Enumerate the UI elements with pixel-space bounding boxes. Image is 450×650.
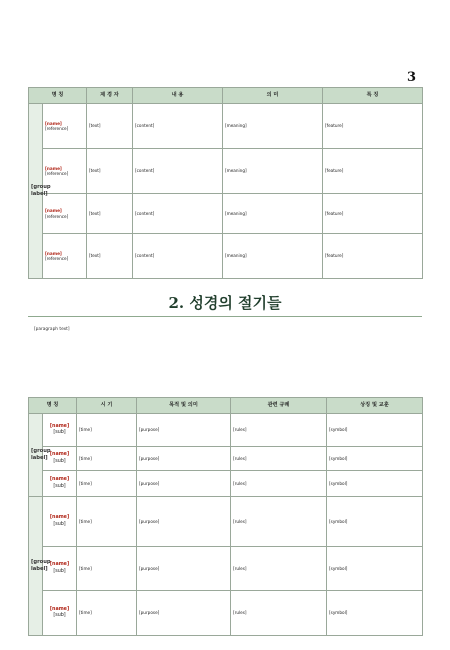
covenant-cell-feature: [feature]: [323, 104, 423, 149]
feast-row: [29, 497, 423, 547]
feast-row: [29, 447, 423, 471]
section-title: 2. 성경의 절기들: [168, 294, 282, 312]
header-symbol: 상징 및 교훈: [327, 398, 423, 414]
covenant-ref: [reference]: [45, 126, 69, 131]
feast-cell-time: [time]: [77, 547, 137, 591]
covenant-ref: [reference]: [45, 213, 69, 219]
feasts-table: [28, 397, 423, 636]
feast-cell-rules: [rules]: [231, 414, 327, 447]
header-rules: 관련 규례: [231, 398, 327, 414]
covenant-cell-name: [43, 234, 87, 279]
covenant-cell-party: [text]: [87, 149, 133, 194]
feast-sub: [sub]: [53, 458, 66, 464]
feast-name: [name]: [49, 423, 70, 429]
feast-sub: [sub]: [53, 430, 66, 435]
feast-sub: [sub]: [53, 521, 66, 527]
feast-cell-name: [43, 414, 77, 447]
feast-cell-purpose: [purpose]: [137, 471, 231, 497]
covenant-row: [29, 149, 423, 194]
feast-cell-name: [43, 497, 77, 547]
feast-group-label: [group label]: [29, 497, 43, 636]
covenant-ref: [reference]: [45, 171, 69, 176]
feast-sub: [sub]: [53, 483, 66, 489]
feast-cell-time: [time]: [77, 447, 137, 471]
section-divider: [28, 316, 422, 317]
covenant-cell-feature: [feature]: [323, 194, 423, 234]
covenant-cell-name: [43, 104, 87, 149]
covenant-cell-content: [content]: [133, 104, 223, 149]
feast-cell-purpose: [purpose]: [137, 547, 231, 591]
covenant-name: [name]: [45, 208, 62, 214]
covenant-cell-party: [text]: [87, 234, 133, 279]
feast-row: [29, 591, 423, 636]
feast-name: [name]: [49, 562, 70, 568]
feast-name: [name]: [49, 452, 70, 458]
feast-sub: [sub]: [53, 568, 66, 574]
intro-paragraph: [paragraph text]: [34, 327, 70, 332]
page-number: 3: [406, 70, 416, 85]
feast-cell-purpose: [purpose]: [137, 414, 231, 447]
covenant-cell-meaning: [meaning]: [223, 104, 323, 149]
covenant-cell-content: [content]: [133, 194, 223, 234]
covenant-cell-party: [text]: [87, 104, 133, 149]
header-meaning: 의 미: [223, 88, 323, 104]
covenant-name: [name]: [45, 165, 62, 171]
covenant-header-row: [29, 88, 423, 104]
header-purpose: 목적 및 의미: [137, 398, 231, 414]
covenant-cell-content: [content]: [133, 234, 223, 279]
covenant-group-label: [group label]: [29, 104, 43, 279]
feast-row: [29, 547, 423, 591]
section-intro: [28, 326, 422, 334]
feast-cell-purpose: [purpose]: [137, 497, 231, 547]
feast-group-label: [group label]: [29, 414, 43, 497]
covenant-cell-feature: [feature]: [323, 234, 423, 279]
feast-cell-symbol: [symbol]: [327, 414, 423, 447]
header-name: 명 칭: [29, 88, 87, 104]
feast-cell-rules: [rules]: [231, 497, 327, 547]
feast-cell-time: [time]: [77, 497, 137, 547]
covenant-cell-name: [43, 194, 87, 234]
feast-cell-time: [time]: [77, 471, 137, 497]
header-name: 명 칭: [29, 398, 77, 414]
covenant-row: [29, 194, 423, 234]
header-party: 제 경 자: [87, 88, 133, 104]
covenant-cell-feature: [feature]: [323, 149, 423, 194]
feast-cell-symbol: [symbol]: [327, 471, 423, 497]
covenant-cell-party: [text]: [87, 194, 133, 234]
feast-cell-rules: [rules]: [231, 547, 327, 591]
feast-cell-purpose: [purpose]: [137, 447, 231, 471]
feasts-header-row: [29, 398, 423, 414]
feast-cell-symbol: [symbol]: [327, 497, 423, 547]
feast-name: [name]: [49, 477, 70, 483]
covenant-cell-meaning: [meaning]: [223, 194, 323, 234]
covenant-table: [28, 87, 423, 279]
covenant-ref: [reference]: [45, 256, 69, 261]
header-content: 내 용: [133, 88, 223, 104]
feast-row: [29, 414, 423, 447]
feast-cell-time: [time]: [77, 414, 137, 447]
feast-cell-purpose: [purpose]: [137, 591, 231, 636]
covenant-cell-meaning: [meaning]: [223, 149, 323, 194]
header-time: 시 기: [77, 398, 137, 414]
header-feature: 특 징: [323, 88, 423, 104]
feast-cell-rules: [rules]: [231, 447, 327, 471]
feast-cell-name: [43, 591, 77, 636]
covenant-cell-meaning: [meaning]: [223, 234, 323, 279]
covenant-row: [29, 234, 423, 279]
feast-cell-time: [time]: [77, 591, 137, 636]
feast-name: [name]: [49, 515, 70, 521]
feast-cell-rules: [rules]: [231, 471, 327, 497]
covenant-row: [29, 104, 423, 149]
feast-cell-symbol: [symbol]: [327, 447, 423, 471]
feast-cell-name: [43, 471, 77, 497]
covenant-name: [name]: [45, 120, 62, 126]
feast-cell-symbol: [symbol]: [327, 547, 423, 591]
feast-cell-symbol: [symbol]: [327, 591, 423, 636]
feast-name: [name]: [49, 606, 70, 612]
feast-sub: [sub]: [53, 613, 66, 618]
covenant-name: [name]: [45, 250, 62, 256]
feast-cell-rules: [rules]: [231, 591, 327, 636]
feast-row: [29, 471, 423, 497]
covenant-cell-content: [content]: [133, 149, 223, 194]
